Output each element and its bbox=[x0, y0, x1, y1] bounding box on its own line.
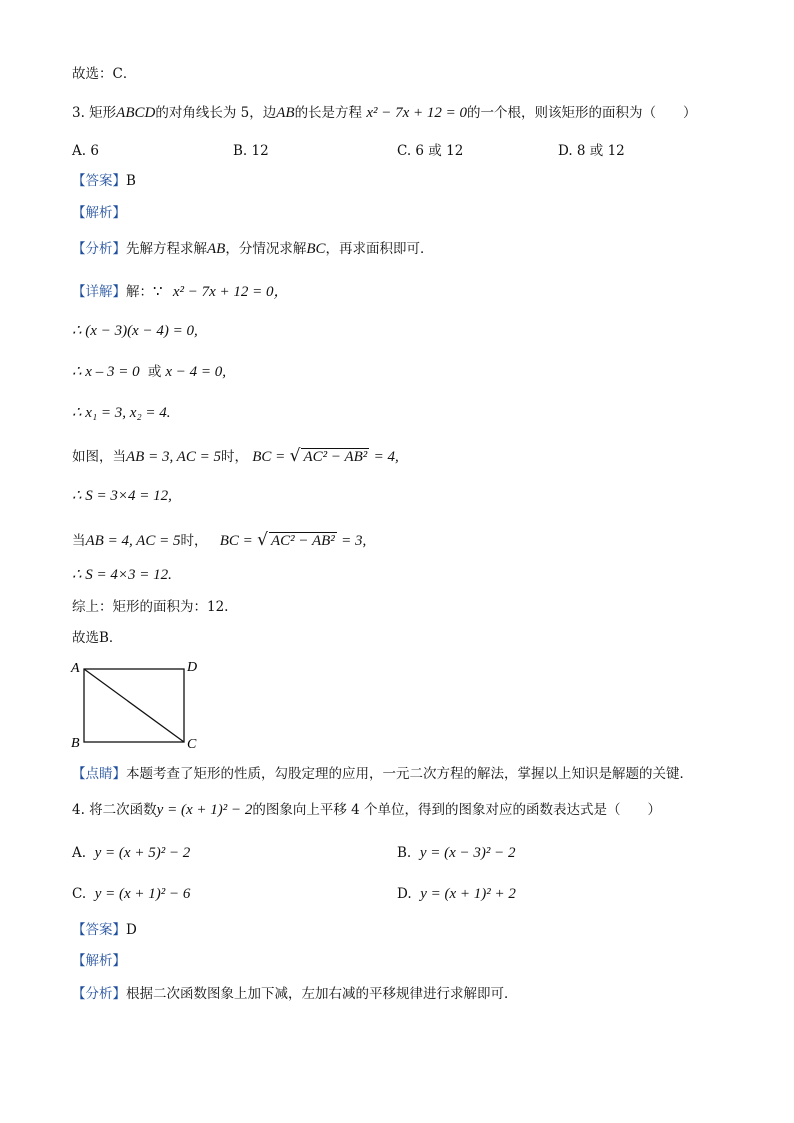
q3-detail: 【详解】解：∵ x² − 7x + 12 = 0， bbox=[72, 284, 289, 300]
q3-stem: 3. 矩形ABCD的对角线长为 5，边AB的长是方程 x² − 7x + 12 = 0的一个根，则该矩形的面积为（ ） bbox=[72, 105, 697, 121]
q4-option-a: A. y = (x + 5)² − 2 bbox=[72, 845, 191, 861]
vertex-d-label: D bbox=[187, 660, 198, 675]
q3-case-two: 当AB = 4, AC = 5时， BC = √ AC² − AB² = 3, bbox=[72, 530, 367, 550]
q3-area-one: ∴ S = 3×4 = 12, bbox=[72, 488, 172, 504]
q3-step-factor: ∴ (x − 3)(x − 4) = 0, bbox=[72, 323, 198, 339]
q3-option-d: D. 8 或 12 bbox=[558, 143, 625, 159]
q4-stem: 4. 将二次函数y = (x + 1)² − 2的图象向上平移 4 个单位，得到的图象对应的函数表达式是（ ） bbox=[72, 802, 662, 818]
q3-step-roots: ∴ x₁ = 3, x₂ = 4. bbox=[72, 405, 171, 421]
q3-case-one: 如图，当AB = 3, AC = 5时， BC = √ AC² − AB² = 4, bbox=[72, 446, 399, 466]
q3-dianjing: 【点睛】本题考查了矩形的性质，勾股定理的应用，一元二次方程的解法，掌握以上知识是解题的关键． bbox=[72, 766, 693, 782]
q4-option-d: D. y = (x + 1)² + 2 bbox=[397, 886, 516, 902]
q3-option-a: A. 6 bbox=[72, 143, 99, 159]
q3-option-c: C. 6 或 12 bbox=[397, 143, 464, 159]
q3-option-b: B. 12 bbox=[233, 143, 269, 159]
q4-answer: 【答案】D bbox=[72, 922, 137, 938]
q3-analysis-heading: 【解析】 bbox=[72, 205, 126, 221]
vertex-a-label: A bbox=[71, 661, 80, 676]
diagonal-ac bbox=[84, 669, 184, 742]
q3-step-split: ∴ x – 3 = 0 或 x − 4 = 0, bbox=[72, 364, 227, 380]
rectangle-diagram bbox=[66, 656, 216, 752]
q3-area-two: ∴ S = 4×3 = 12. bbox=[72, 567, 172, 583]
q4-option-c: C. y = (x + 1)² − 6 bbox=[72, 886, 191, 902]
q3-answer: 【答案】B bbox=[72, 173, 136, 189]
previous-choice: 故选：C． bbox=[72, 66, 137, 82]
q3-fenxi: 【分析】先解方程求解AB，分情况求解BC，再求面积即可． bbox=[72, 241, 434, 257]
q4-option-b: B. y = (x − 3)² − 2 bbox=[397, 845, 516, 861]
sqrt-symbol: √ bbox=[289, 446, 301, 466]
q4-fenxi: 【分析】根据二次函数图象上加下减，左加右减的平移规律进行求解即可． bbox=[72, 986, 518, 1002]
sqrt-symbol: √ bbox=[257, 530, 268, 550]
q4-analysis-heading: 【解析】 bbox=[72, 953, 126, 969]
q3-choice: 故选B． bbox=[72, 630, 123, 646]
q3-summary: 综上：矩形的面积为：12. bbox=[72, 599, 229, 615]
vertex-b-label: B bbox=[71, 736, 80, 751]
vertex-c-label: C bbox=[187, 737, 197, 752]
